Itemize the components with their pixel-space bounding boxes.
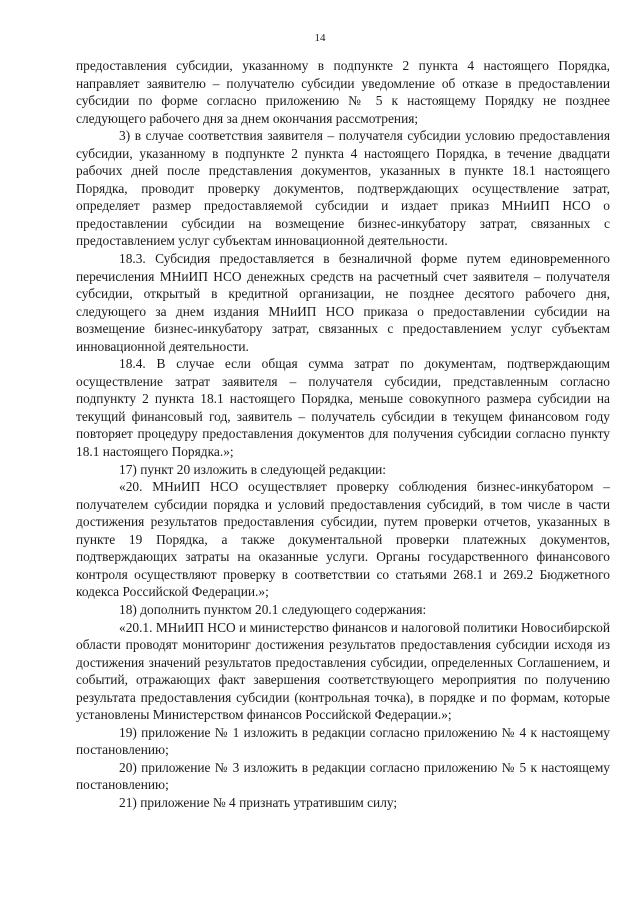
paragraph-item-19: 19) приложение № 1 изложить в редакции согласно приложению № 4 к настоящему постановлению;: [76, 724, 610, 758]
document-body: [76, 57, 610, 812]
paragraph-continuation: предоставления субсидии, указанному в подпункте 2 пункта 4 настоящего Порядка, направляет заявителю – получателю субсидии уведомление об отказе в предоставлении субсидии по форме согласно приложению № 5 к настоящему Порядку не позднее следующего рабочего дня за днем окончания рассмотрения;: [76, 58, 610, 126]
paragraph-item-21: 21) приложение № 4 признать утратившим силу;: [119, 794, 398, 810]
paragraph-point-20: «20. МНиИП НСО осуществляет проверку соблюдения бизнес-инкубатором – получателем субсидии порядка и условий предоставления субсидий, в том числе в части достижения результатов предоставления субсидии, путем проверки отчетов, указанных в пункте 19 Порядка, а также документальной проверки платежных документов, подтверждающих затраты на оказанные услуги. Органы государственного финансового контроля осуществляют проверку в соответствии со статьями 268.1 и 269.2 Бюджетного кодекса Российской Федерации.»;: [76, 479, 610, 600]
paragraph-item-20: 20) приложение № 3 изложить в редакции согласно приложению № 5 к настоящему постановлению;: [76, 759, 610, 793]
paragraph-point-20-1: «20.1. МНиИП НСО и министерство финансов и налоговой политики Новосибирской области проводят мониторинг достижения результатов предоставления субсидии исходя из достижения значений результатов предоставления субсидии, определенных Соглашением, и событий, отражающих факт завершения соответствующего мероприятия по получению результата предоставления субсидии (контрольная точка), в порядке и по формам, которые установлены Министерством финансов Российской Федерации.»;: [76, 619, 610, 723]
paragraph-item-18: 18) дополнить пунктом 20.1 следующего содержания:: [119, 601, 427, 617]
paragraph-18-4: 18.4. В случае если общая сумма затрат по документам, подтверждающим осуществление затрат заявителя – получателя субсидии, представленным согласно подпункту 2 пункта 18.1 настоящего Порядка, меньше совокупного размера субсидии на текущий финансовый год, заявитель – получатель субсидии в текущем финансовом году повторяет процедуру предоставления документов для получения субсидии согласно пункту 18.1 настоящего Порядка.»;: [76, 356, 610, 460]
page-number: 14: [314, 32, 326, 44]
paragraph-18-3: 18.3. Субсидия предоставляется в безналичной форме путем единовременного перечисления МНиИП НСО денежных средств на расчетный счет заявителя – получателя субсидии, открытый в кредитной организации, не позднее десятого рабочего дня, следующего за днем издания МНиИП НСО приказа о предоставлении субсидии на возмещение бизнес-инкубатору затрат, связанных с предоставлением услуг субъектам инновационной деятельности.: [76, 251, 610, 354]
paragraph-item-17: 17) пункт 20 изложить в следующей редакции:: [119, 461, 387, 477]
paragraph-item-3: 3) в случае соответствия заявителя – получателя субсидии условию предоставления субсидии, указанному в подпункте 2 пункта 4 настоящего Порядка, в течение двадцати рабочих дней после представления документов, указанных в пункте 18.1 настоящего Порядка, проводит проверку документов, подтверждающих осуществление затрат, определяет размер предоставляемой субсидии и издает приказ МНиИП НСО о предоставлении субсидии на возмещение бизнес-инкубатору затрат, связанных с предоставлением услуг субъектам инновационной деятельности.: [76, 128, 610, 249]
